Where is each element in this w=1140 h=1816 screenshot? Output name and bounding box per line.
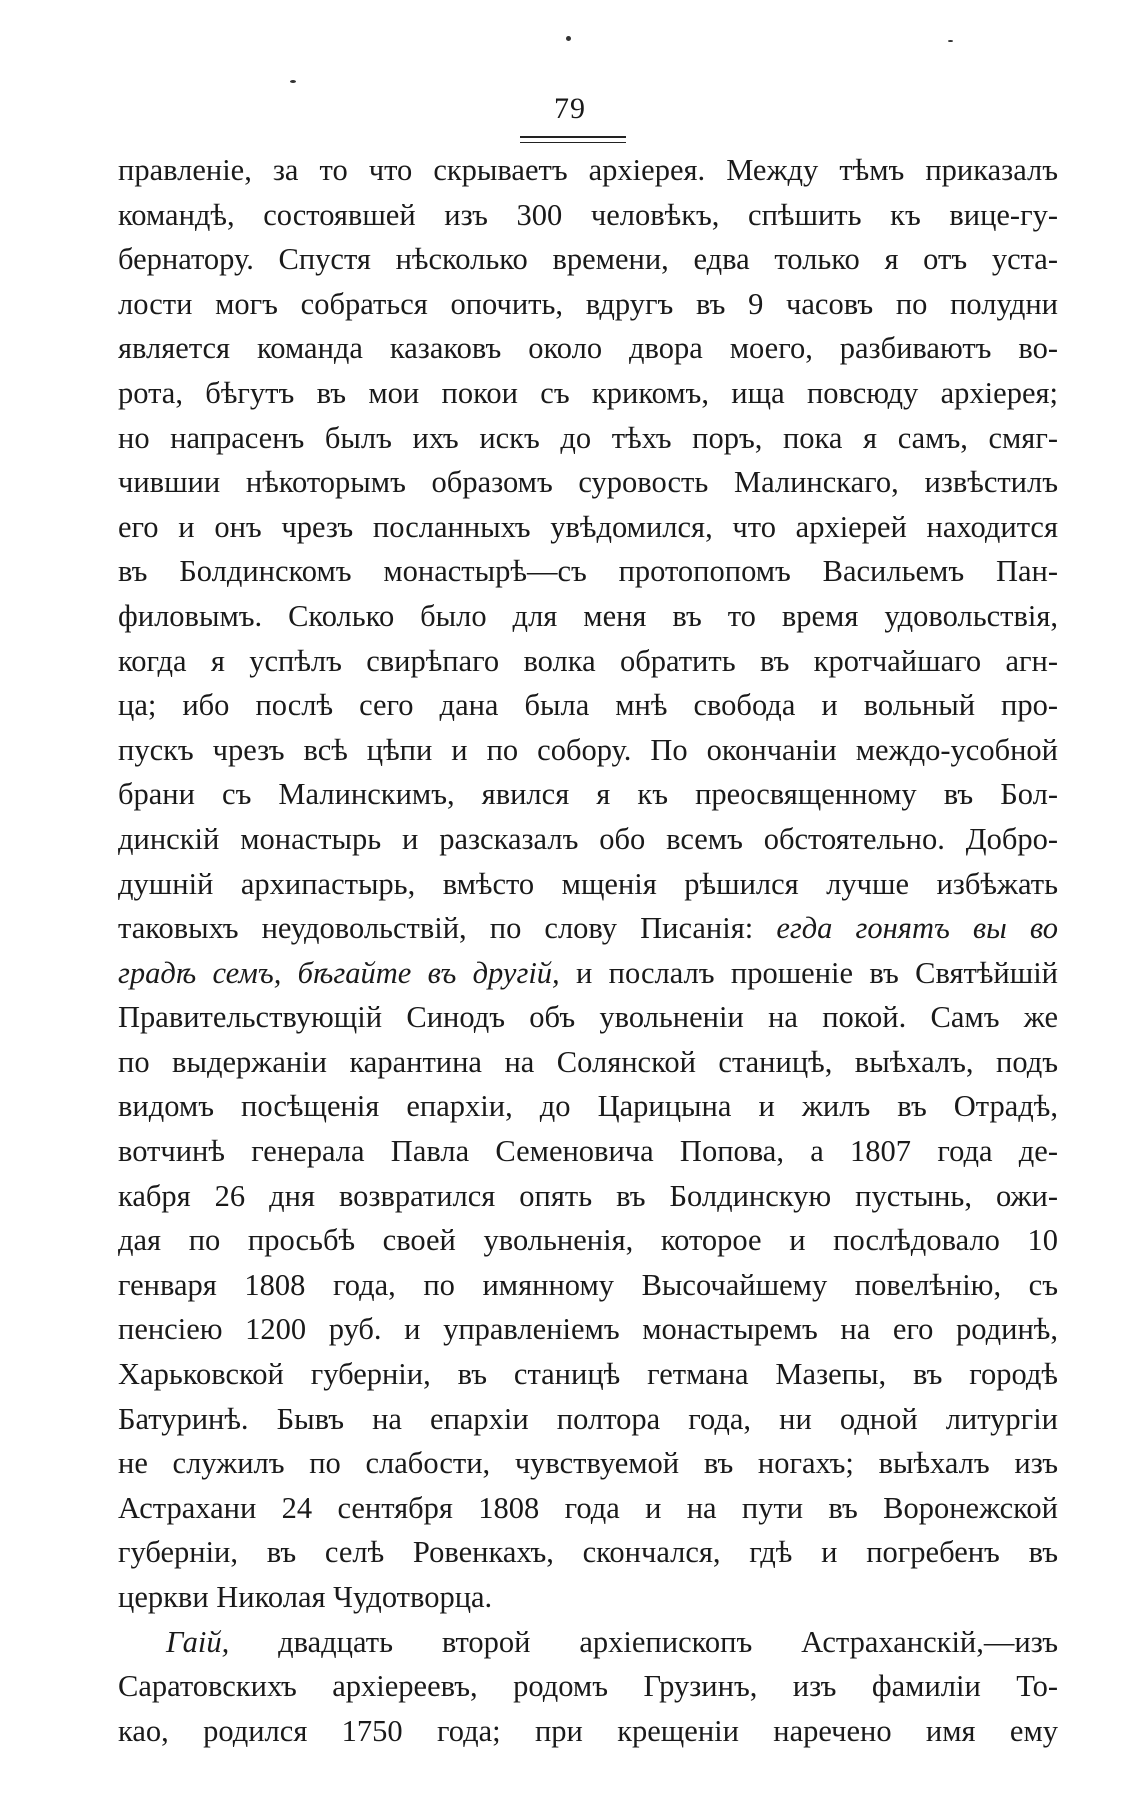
text-line: рота, бѣгутъ въ мои покои съ крикомъ, ища повсюду архіерея; [118, 375, 1058, 410]
text-line: вотчинѣ генерала Павла Семеновича Попова, а 1807 года де- [118, 1134, 1058, 1169]
text-line: брани съ Малинскимъ, явился я къ преосвященному въ Бол- [118, 777, 1058, 812]
text-line: ца; ибо послѣ сего дана была мнѣ свобода и вольный про- [118, 688, 1058, 723]
text-segment: двадцать второй архіепископъ Астраханскій,—изъ [278, 1624, 1058, 1659]
text-line: чившии нѣкоторымъ образомъ суровость Малинскаго, извѣстилъ [118, 465, 1058, 500]
text-line: дая по просьбѣ своей увольненія, которое и послѣдовало 10 [118, 1223, 1058, 1258]
text-line: Харьковской губерніи, въ станицѣ гетмана Мазепы, въ городѣ [118, 1357, 1058, 1392]
text-line: Правительствующій Синодъ объ увольненіи на покой. Самъ же [118, 1000, 1058, 1035]
text-line: Саратовскихъ архіереевъ, родомъ Грузинъ, изъ фамиліи То- [118, 1669, 1058, 1704]
italic-quote: градѣ семъ, бѣгайте въ другій, [118, 955, 560, 990]
print-speck [566, 36, 571, 41]
text-line-with-quote [118, 951, 1058, 996]
text-line: као, родился 1750 года; при крещеніи наречено имя ему [118, 1713, 1058, 1748]
text-line: видомъ посѣщенія епархіи, до Царицына и жилъ въ Отрадѣ, [118, 1089, 1058, 1124]
text-line: правленіе, за то что скрываетъ архіерея. Между тѣмъ приказалъ [118, 153, 1058, 187]
text-line: Астрахани 24 сентября 1808 года и на пути въ Воронежской [118, 1490, 1058, 1525]
page-number: 79 [554, 92, 586, 125]
text-line: лости могъ собраться опочить, вдругъ въ 9 часовъ по полудни [118, 286, 1058, 321]
text-line: по выдержаніи карантина на Солянской станицѣ, выѣхалъ, подъ [118, 1044, 1058, 1079]
page-number-rule [520, 136, 626, 138]
text-line: филовымъ. Сколько было для меня въ то время удовольствія, [118, 598, 1058, 633]
text-line: не служилъ по слабости, чувствуемой въ ногахъ; выѣхалъ изъ [118, 1446, 1058, 1481]
text-line: динскій монастырь и разсказалъ обо всемъ обстоятельно. Добро- [118, 821, 1058, 856]
text-line: губерніи, въ селѣ Ровенкахъ, скончался, гдѣ и погребенъ въ [118, 1535, 1058, 1570]
text-line: душній архипастырь, вмѣсто мщенія рѣшился лучше избѣжать [118, 866, 1058, 901]
text-line: генваря 1808 года, по имянному Высочайшему повелѣнію, съ [118, 1267, 1058, 1302]
text-line: но напрасенъ былъ ихъ искъ до тѣхъ поръ, пока я самъ, смяг- [118, 420, 1058, 455]
text-line-paragraph-start [118, 1620, 1058, 1665]
text-line: бернатору. Спустя нѣсколько времени, едва только я отъ уста- [118, 242, 1058, 277]
text-line-with-quote [118, 906, 1058, 951]
text-line: Батуринѣ. Бывъ на епархіи полтора года, ни одной литургіи [118, 1401, 1058, 1436]
text-line-paragraph-end: церкви Николая Чудотворца. [118, 1580, 493, 1614]
text-segment: таковыхъ неудовольствій, по слову Писанія: [118, 911, 754, 946]
text-line: пенсіею 1200 руб. и управленіемъ монастыремъ на его родинѣ, [118, 1312, 1058, 1347]
text-line: командѣ, состоявшей изъ 300 человѣкъ, спѣшить къ вице-гу- [118, 197, 1058, 232]
print-speck [948, 40, 953, 42]
text-line: кабря 26 дня возвратился опять въ Болдинскую пустынь, ожи- [118, 1178, 1058, 1213]
page-number-rule-thin [520, 142, 626, 143]
text-line: пускъ чрезъ всѣ цѣпи и по собору. По окончаніи междо-усобной [118, 732, 1058, 767]
italic-name: Гаій, [166, 1624, 230, 1659]
text-line: когда я успѣлъ свирѣпаго волка обратить въ кротчайшаго агн- [118, 643, 1058, 678]
text-line: является команда казаковъ около двора моего, разбиваютъ во- [118, 331, 1058, 366]
text-line: въ Болдинскомъ монастырѣ—съ протопопомъ Васильемъ Пан- [118, 554, 1058, 589]
body-text [118, 148, 1058, 1753]
print-speck [290, 80, 296, 83]
italic-quote: егда гонятъ вы во [776, 911, 1058, 946]
text-segment: и послалъ прошеніе въ Святѣйшій [576, 955, 1058, 990]
text-line: его и онъ чрезъ посланныхъ увѣдомился, что архіерей находится [118, 509, 1058, 544]
